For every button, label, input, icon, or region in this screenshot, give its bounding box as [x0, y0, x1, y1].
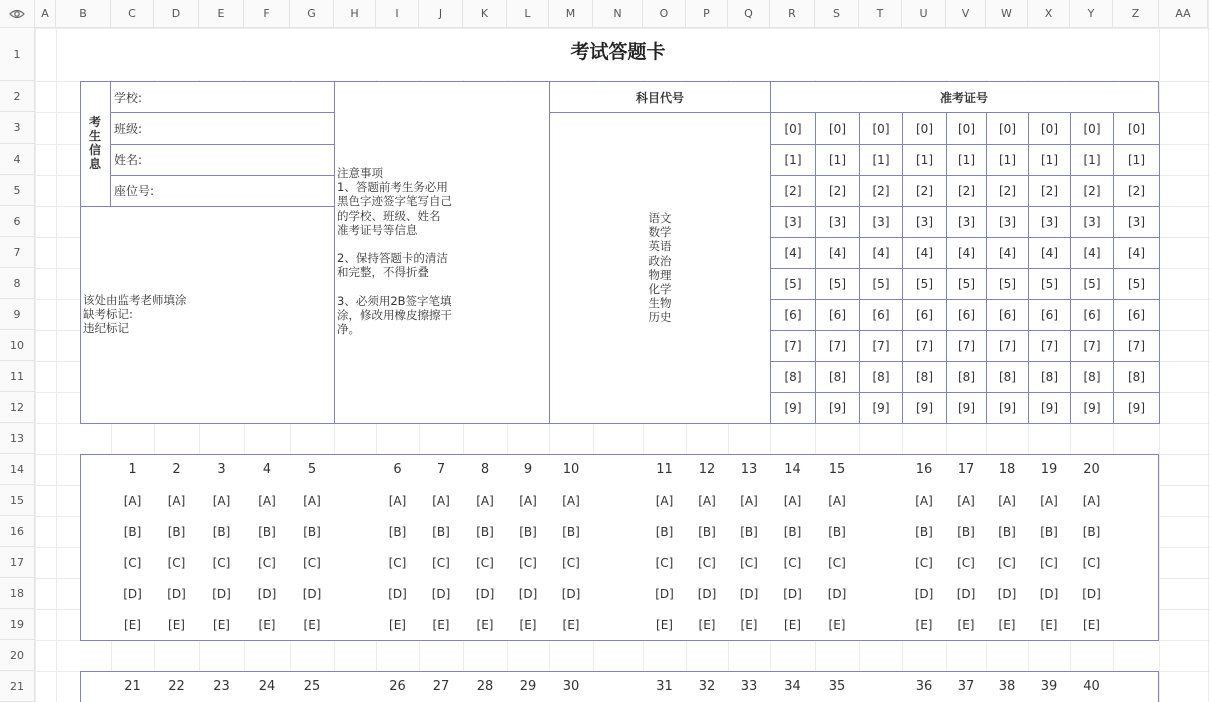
- answer-option[interactable]: [E]: [432, 617, 450, 632]
- answer-option[interactable]: [A]: [828, 493, 846, 508]
- exam-id-digit: [5]: [999, 277, 1016, 291]
- exam-id-digit: [2]: [916, 184, 933, 198]
- exam-id-digit: [1]: [1128, 153, 1145, 167]
- answer-option[interactable]: [C]: [476, 555, 494, 570]
- answer-option[interactable]: [E]: [303, 617, 321, 632]
- question-number: 12: [698, 461, 716, 477]
- row-header[interactable]: 17: [0, 547, 35, 578]
- exam-id-digit: [6]: [1041, 308, 1058, 322]
- student-info-label: 考 生 信 息: [88, 115, 102, 171]
- exam-id-digit: [5]: [872, 277, 890, 291]
- grid-line: [35, 0, 36, 702]
- row-header[interactable]: 11: [0, 361, 35, 392]
- exam-id-digit: [9]: [1083, 401, 1101, 415]
- question-number: 23: [213, 678, 230, 694]
- exam-id-digit: [1]: [1041, 153, 1058, 167]
- question-number: 40: [1083, 678, 1100, 694]
- answer-option[interactable]: [E]: [1040, 617, 1058, 632]
- answer-option[interactable]: [C]: [998, 555, 1016, 570]
- question-number: 2: [172, 461, 181, 477]
- answer-option[interactable]: [E]: [519, 617, 537, 632]
- question-number: 37: [957, 678, 975, 694]
- answer-option[interactable]: [D]: [697, 586, 717, 601]
- question-number: 14: [784, 461, 801, 477]
- exam-id-digit: [4]: [872, 246, 890, 260]
- question-number: 26: [389, 678, 406, 694]
- question-number: 17: [957, 461, 975, 477]
- column-header[interactable]: X: [1028, 0, 1070, 28]
- exam-id-digit: [3]: [1083, 215, 1101, 229]
- column-header[interactable]: O: [643, 0, 686, 28]
- answer-option[interactable]: [C]: [212, 555, 231, 570]
- exam-id-digit: [2]: [872, 184, 890, 198]
- question-number: 4: [262, 461, 272, 477]
- exam-id-digit: [7]: [1041, 339, 1058, 353]
- answer-option[interactable]: [D]: [783, 586, 802, 601]
- row-header[interactable]: 6: [0, 206, 35, 237]
- answer-option[interactable]: [A]: [957, 493, 975, 508]
- answer-option[interactable]: [C]: [432, 555, 450, 570]
- question-number: 3: [217, 461, 226, 477]
- answer-option[interactable]: [A]: [476, 493, 494, 508]
- answer-option[interactable]: [A]: [388, 493, 407, 508]
- answer-option[interactable]: [B]: [1040, 524, 1058, 539]
- exam-id-digit: [9]: [784, 401, 802, 415]
- answer-option[interactable]: [C]: [258, 555, 276, 570]
- answer-option[interactable]: [C]: [519, 555, 537, 570]
- exam-id-digit: [2]: [999, 184, 1016, 198]
- column-header[interactable]: P: [686, 0, 728, 28]
- column-header[interactable]: G: [290, 0, 334, 28]
- exam-id-digit: [6]: [916, 308, 933, 322]
- question-number: 30: [562, 678, 580, 694]
- exam-id-digit: [9]: [1128, 401, 1145, 415]
- answer-option[interactable]: [B]: [1082, 524, 1101, 539]
- answer-option[interactable]: [D]: [388, 586, 407, 601]
- exam-id-digit: [9]: [872, 401, 890, 415]
- exam-id-digit: [8]: [872, 370, 890, 384]
- column-header[interactable]: L: [507, 0, 549, 28]
- answer-option[interactable]: [B]: [957, 524, 975, 539]
- answer-option[interactable]: [A]: [123, 493, 142, 508]
- seat-label: 座位号:: [114, 184, 155, 198]
- exam-id-digit: [0]: [784, 121, 802, 136]
- exam-id-digit: [5]: [916, 277, 933, 291]
- exam-id-digit: [4]: [958, 246, 975, 260]
- question-number: 33: [740, 678, 758, 694]
- row-header[interactable]: 20: [0, 640, 35, 671]
- sheet-title: 考试答题卡: [570, 41, 666, 63]
- answer-option[interactable]: [B]: [915, 524, 933, 539]
- answer-option[interactable]: [C]: [915, 555, 933, 570]
- question-number: 21: [124, 678, 141, 694]
- answer-option[interactable]: [C]: [1082, 555, 1101, 570]
- grid-line: [1208, 0, 1209, 702]
- answer-section-fill: [81, 672, 1158, 702]
- exam-id-digit: [6]: [1083, 308, 1101, 322]
- subject-list: 语文 数学 英语 政治 物理 化学 生物 历史: [648, 211, 672, 325]
- answer-option[interactable]: [D]: [561, 586, 581, 601]
- question-number: 20: [1083, 461, 1100, 477]
- row-header[interactable]: 19: [0, 609, 35, 640]
- answer-option[interactable]: [C]: [562, 555, 580, 570]
- exam-id-digit: [2]: [1083, 184, 1101, 198]
- answer-option[interactable]: [D]: [123, 586, 142, 601]
- answer-option[interactable]: [C]: [303, 555, 321, 570]
- answer-option[interactable]: [D]: [475, 586, 495, 601]
- answer-option[interactable]: [E]: [915, 617, 933, 632]
- question-number: 32: [698, 678, 716, 694]
- exam-id-digit: [0]: [872, 121, 890, 136]
- exam-id-digit: [3]: [958, 215, 975, 229]
- row-header[interactable]: 14: [0, 454, 35, 485]
- exam-id-digit: [7]: [916, 339, 933, 353]
- row-header[interactable]: 3: [0, 112, 35, 144]
- answer-option[interactable]: [B]: [519, 524, 537, 539]
- exam-id-digit: [9]: [958, 401, 975, 415]
- column-header[interactable]: W: [986, 0, 1028, 28]
- exam-id-digit: [3]: [999, 215, 1016, 229]
- answer-option[interactable]: [E]: [957, 617, 975, 632]
- question-number: 27: [432, 678, 450, 694]
- name-field: [110, 144, 335, 176]
- exam-id-digit: [8]: [958, 370, 975, 384]
- exam-id-digit: [1]: [958, 153, 975, 167]
- answer-option[interactable]: [B]: [167, 524, 186, 539]
- exam-id-digit: [4]: [829, 246, 846, 260]
- column-header[interactable]: N: [593, 0, 643, 28]
- exam-id-digit: [6]: [829, 308, 846, 322]
- exam-id-digit: [2]: [784, 184, 802, 198]
- question-number: 5: [307, 461, 317, 477]
- answer-option[interactable]: [B]: [655, 524, 674, 539]
- answer-option[interactable]: [C]: [167, 555, 186, 570]
- answer-option[interactable]: [E]: [740, 617, 758, 632]
- answer-option[interactable]: [D]: [827, 586, 847, 601]
- answer-option[interactable]: [D]: [956, 586, 976, 601]
- question-number: 15: [828, 461, 846, 477]
- exam-id-digit: [5]: [1128, 277, 1145, 291]
- exam-id-digit: [0]: [958, 121, 975, 136]
- exam-id-digit: [8]: [1128, 370, 1145, 384]
- answer-section-fill: [81, 455, 1158, 640]
- answer-option[interactable]: [D]: [1082, 586, 1101, 601]
- exam-id-digit: [1]: [829, 153, 846, 167]
- question-number: 13: [740, 461, 758, 477]
- answer-option[interactable]: [E]: [698, 617, 716, 632]
- exam-id-digit: [3]: [1128, 215, 1145, 229]
- answer-option[interactable]: [E]: [656, 617, 673, 632]
- school-label: 学校:: [114, 91, 143, 105]
- exam-id-digit: [4]: [999, 246, 1016, 260]
- answer-option[interactable]: [E]: [562, 617, 580, 632]
- answer-option[interactable]: [C]: [698, 555, 716, 570]
- column-header[interactable]: T: [859, 0, 902, 28]
- answer-option[interactable]: [B]: [562, 524, 580, 539]
- exam-id-digit: [4]: [1128, 246, 1145, 260]
- answer-option[interactable]: [E]: [784, 617, 801, 632]
- answer-option[interactable]: [A]: [655, 493, 674, 508]
- eye-icon: [9, 9, 25, 19]
- exam-id-digit: [3]: [784, 215, 802, 229]
- exam-id-digit: [9]: [829, 401, 846, 415]
- question-number: 25: [303, 678, 321, 694]
- row-header[interactable]: 15: [0, 485, 35, 516]
- column-header[interactable]: AA: [1159, 0, 1208, 28]
- exam-id-digit: [7]: [958, 339, 975, 353]
- answer-option[interactable]: [D]: [431, 586, 451, 601]
- answer-option[interactable]: [B]: [828, 524, 846, 539]
- answer-option[interactable]: [D]: [1039, 586, 1059, 601]
- answer-option[interactable]: [E]: [998, 617, 1016, 632]
- exam-id-digit: [5]: [1083, 277, 1101, 291]
- subject-code-header: 科目代号: [635, 91, 685, 105]
- exam-id-digit: [0]: [999, 121, 1016, 136]
- exam-id-digit: [8]: [1041, 370, 1058, 384]
- exam-id-digit: [1]: [1083, 153, 1101, 167]
- column-header[interactable]: C: [111, 0, 154, 28]
- question-number: 18: [998, 461, 1016, 477]
- exam-id-digit: [7]: [784, 339, 802, 353]
- question-number: 34: [784, 678, 801, 694]
- question-number: 8: [480, 461, 490, 477]
- exam-id-digit: [1]: [999, 153, 1016, 167]
- exam-id-digit: [5]: [829, 277, 846, 291]
- answer-option[interactable]: [B]: [783, 524, 802, 539]
- exam-id-digit: [5]: [958, 277, 975, 291]
- exam-id-digit: [7]: [872, 339, 890, 353]
- exam-id-digit: [1]: [784, 153, 802, 167]
- answer-option[interactable]: [E]: [476, 617, 494, 632]
- column-header[interactable]: E: [199, 0, 244, 28]
- exam-id-digit: [1]: [916, 153, 933, 167]
- exam-id-digit: [5]: [1041, 277, 1058, 291]
- exam-id-digit: [7]: [829, 339, 846, 353]
- row-header[interactable]: 2: [0, 81, 35, 112]
- exam-id-digit: [4]: [784, 246, 802, 260]
- answer-option[interactable]: [A]: [915, 493, 933, 508]
- answer-option[interactable]: [C]: [388, 555, 407, 570]
- answer-option[interactable]: [C]: [828, 555, 846, 570]
- row-header[interactable]: 12: [0, 392, 35, 423]
- question-number: 31: [656, 678, 673, 694]
- column-header[interactable]: S: [815, 0, 859, 28]
- exam-id-digit: [7]: [999, 339, 1016, 353]
- answer-option[interactable]: [B]: [123, 524, 142, 539]
- exam-id-digit: [6]: [1128, 308, 1145, 322]
- class-label: 班级:: [114, 122, 143, 136]
- column-header[interactable]: A: [35, 0, 56, 28]
- answer-option[interactable]: [A]: [740, 493, 758, 508]
- exam-id-digit: [3]: [872, 215, 890, 229]
- exam-id-digit: [8]: [829, 370, 846, 384]
- answer-option[interactable]: [C]: [783, 555, 802, 570]
- answer-option[interactable]: [A]: [303, 493, 321, 508]
- exam-id-digit: [4]: [916, 246, 933, 260]
- exam-id-digit: [2]: [829, 184, 846, 198]
- row-header[interactable]: 8: [0, 268, 35, 299]
- answer-option[interactable]: [D]: [257, 586, 277, 601]
- exam-id-digit: [6]: [999, 308, 1016, 322]
- answer-option[interactable]: [A]: [212, 493, 231, 508]
- row-header[interactable]: 18: [0, 578, 35, 609]
- question-number: 28: [476, 678, 494, 694]
- answer-option[interactable]: [C]: [655, 555, 674, 570]
- grid-line: [56, 0, 57, 702]
- answer-option[interactable]: [E]: [389, 617, 406, 632]
- exam-id-digit: [3]: [1041, 215, 1058, 229]
- exam-id-digit: [8]: [999, 370, 1016, 384]
- exam-id-digit: [0]: [1128, 121, 1145, 136]
- column-header[interactable]: R: [770, 0, 815, 28]
- column-header[interactable]: D: [154, 0, 199, 28]
- answer-option[interactable]: [C]: [740, 555, 758, 570]
- question-number: 16: [915, 461, 933, 477]
- answer-option[interactable]: [D]: [655, 586, 674, 601]
- row-header[interactable]: 1: [0, 28, 35, 81]
- answer-option[interactable]: [E]: [258, 617, 276, 632]
- exam-id-digit: [0]: [916, 121, 933, 136]
- question-number: 35: [828, 678, 846, 694]
- question-number: 38: [998, 678, 1016, 694]
- column-header[interactable]: J: [419, 0, 463, 28]
- answer-option[interactable]: [A]: [167, 493, 186, 508]
- exam-id-digit: [9]: [1041, 401, 1058, 415]
- exam-id-digit: [2]: [1041, 184, 1058, 198]
- answer-option[interactable]: [A]: [258, 493, 276, 508]
- answer-option[interactable]: [A]: [519, 493, 537, 508]
- question-number: 10: [562, 461, 580, 477]
- school-field: [110, 81, 335, 113]
- answer-option[interactable]: [B]: [258, 524, 276, 539]
- column-header[interactable]: H: [334, 0, 376, 28]
- answer-option[interactable]: [C]: [123, 555, 142, 570]
- answer-option[interactable]: [A]: [698, 493, 716, 508]
- exam-id-digit: [2]: [958, 184, 975, 198]
- row-header[interactable]: 4: [0, 144, 35, 175]
- question-number: 22: [168, 678, 185, 694]
- answer-option[interactable]: [B]: [740, 524, 758, 539]
- exam-id-digit: [6]: [958, 308, 975, 322]
- exam-id-digit: [5]: [784, 277, 802, 291]
- exam-id-digit: [8]: [1083, 370, 1101, 384]
- class-field: [110, 112, 335, 145]
- select-all-corner[interactable]: [0, 0, 35, 28]
- exam-id-digit: [9]: [999, 401, 1016, 415]
- row-header[interactable]: 16: [0, 516, 35, 547]
- question-number: 11: [656, 461, 673, 477]
- row-header[interactable]: 10: [0, 330, 35, 361]
- answer-option[interactable]: [D]: [739, 586, 759, 601]
- column-header[interactable]: Q: [728, 0, 770, 28]
- answer-option[interactable]: [C]: [1040, 555, 1058, 570]
- answer-option[interactable]: [D]: [167, 586, 186, 601]
- answer-option[interactable]: [B]: [212, 524, 231, 539]
- exam-id-digit: [6]: [784, 308, 802, 322]
- question-number: 29: [519, 678, 537, 694]
- row-header[interactable]: 7: [0, 237, 35, 268]
- question-number: 19: [1040, 461, 1058, 477]
- answer-option[interactable]: [E]: [124, 617, 141, 632]
- answer-option[interactable]: [D]: [302, 586, 322, 601]
- exam-id-digit: [0]: [1083, 121, 1101, 136]
- answer-option[interactable]: [E]: [1083, 617, 1100, 632]
- exam-id-header: 准考证号: [939, 91, 989, 105]
- column-header[interactable]: Y: [1070, 0, 1113, 28]
- answer-option[interactable]: [D]: [212, 586, 231, 601]
- answer-option[interactable]: [D]: [518, 586, 538, 601]
- answer-option[interactable]: [D]: [997, 586, 1017, 601]
- question-number: 24: [258, 678, 276, 694]
- exam-id-digit: [4]: [1041, 246, 1058, 260]
- row-header[interactable]: 9: [0, 299, 35, 330]
- exam-id-digit: [8]: [916, 370, 933, 384]
- question-number: 7: [436, 461, 446, 477]
- answer-option[interactable]: [B]: [698, 524, 716, 539]
- exam-id-digit: [7]: [1128, 339, 1145, 353]
- column-header[interactable]: M: [549, 0, 593, 28]
- answer-option[interactable]: [D]: [914, 586, 934, 601]
- exam-id-digit: [6]: [872, 308, 890, 322]
- column-header[interactable]: B: [56, 0, 111, 28]
- answer-option[interactable]: [E]: [828, 617, 846, 632]
- exam-id-digit: [0]: [829, 121, 846, 136]
- column-header[interactable]: V: [946, 0, 986, 28]
- exam-id-digit: [9]: [916, 401, 933, 415]
- answer-option[interactable]: [E]: [213, 617, 230, 632]
- answer-option[interactable]: [B]: [998, 524, 1016, 539]
- answer-option[interactable]: [B]: [388, 524, 407, 539]
- column-header[interactable]: U: [902, 0, 946, 28]
- answer-option[interactable]: [A]: [1082, 493, 1101, 508]
- column-header[interactable]: I: [376, 0, 419, 28]
- answer-option[interactable]: [C]: [957, 555, 975, 570]
- answer-option[interactable]: [A]: [998, 493, 1016, 508]
- exam-id-digit: [7]: [1083, 339, 1101, 353]
- exam-id-digit: [8]: [784, 370, 802, 384]
- answer-option[interactable]: [B]: [432, 524, 450, 539]
- exam-id-digit: [3]: [829, 215, 846, 229]
- answer-option[interactable]: [B]: [476, 524, 494, 539]
- answer-option[interactable]: [A]: [1040, 493, 1058, 508]
- name-label: 姓名:: [114, 153, 143, 167]
- exam-id-digit: [3]: [916, 215, 933, 229]
- column-header[interactable]: Z: [1113, 0, 1159, 28]
- column-header[interactable]: K: [463, 0, 507, 28]
- question-number: 39: [1040, 678, 1058, 694]
- answer-option[interactable]: [E]: [168, 617, 185, 632]
- exam-id-digit: [0]: [1041, 121, 1058, 136]
- answer-option[interactable]: [A]: [783, 493, 802, 508]
- proctor-note: 该处由监考老师填涂 缺考标记: 违纪标记: [83, 293, 187, 336]
- question-number: 36: [915, 678, 933, 694]
- instructions-text: 注意事项 1、答题前考生务必用 黑色字迹签字笔写自己 的学校、班级、姓名 准考证号等信息 2、保持答题卡的清洁 和完整，不得折叠 3、必须用2B签字笔填 涂，修改用橡皮擦擦干 净。: [337, 166, 452, 337]
- row-header[interactable]: 5: [0, 175, 35, 206]
- row-header[interactable]: 21: [0, 671, 35, 702]
- answer-option[interactable]: [A]: [562, 493, 580, 508]
- question-number: 1: [128, 461, 137, 477]
- question-number: 9: [523, 461, 533, 477]
- row-header[interactable]: 13: [0, 423, 35, 454]
- exam-id-digit: [2]: [1128, 184, 1145, 198]
- answer-option[interactable]: [A]: [432, 493, 450, 508]
- answer-option[interactable]: [B]: [303, 524, 321, 539]
- question-number: 6: [393, 461, 402, 477]
- column-header[interactable]: F: [244, 0, 290, 28]
- exam-id-digit: [1]: [872, 153, 890, 167]
- exam-id-digit: [4]: [1083, 246, 1101, 260]
